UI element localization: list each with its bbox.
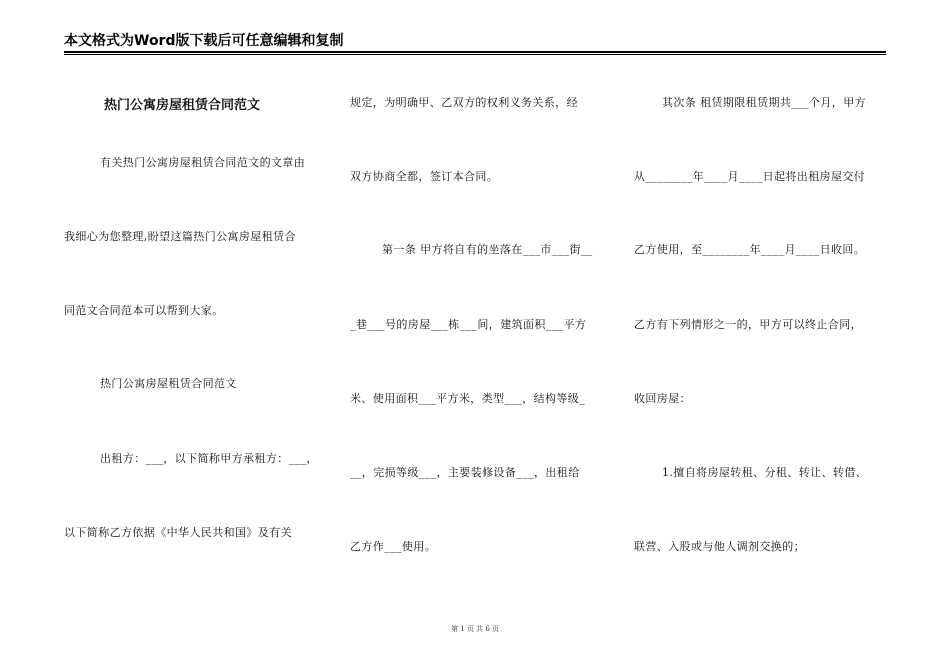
paragraph-line: 出租方：___，以下简称甲方承租方：___， [100, 452, 318, 465]
paragraph-line: 有关热门公寓房屋租赁合同范文的文章由 [100, 156, 306, 169]
paragraph-line: 双方协商全都，签订本合同。 [350, 170, 499, 183]
paragraph-line: 米、使用面积___平方米，类型___，结构等级_ [350, 392, 586, 405]
document-header: 本文格式为Word版下载后可任意编辑和复制 [64, 33, 344, 49]
paragraph-line: 乙方有下列情形之一的，甲方可以终止合同， [634, 318, 862, 331]
header-rule [64, 51, 886, 53]
paragraph-line: 乙方作___使用。 [350, 540, 437, 553]
document-title: 热门公寓房屋租赁合同范文 [104, 98, 261, 113]
page-number: 第 1 页 共 6 页 [450, 625, 500, 633]
paragraph-line: 其次条 租赁期限租赁期共___个月，甲方 [662, 96, 866, 109]
paragraph-line: 规定，为明确甲、乙双方的权利义务关系，经 [350, 96, 578, 109]
paragraph-line: 第一条 甲方将自有的坐落在___市___街__ [382, 243, 593, 256]
paragraph-line: 以下简称乙方依据《中华人民共和国》及有关 [64, 526, 292, 539]
paragraph-line: _巷___号的房屋___栋___间，建筑面积___平方 [350, 318, 587, 331]
paragraph-line: 1.擅自将房屋转租、分租、转让、转借、 [662, 466, 868, 479]
header-rule-thin [64, 54, 886, 55]
subtitle-line: 热门公寓房屋租赁合同范文 [100, 377, 237, 390]
paragraph-line: __，完损等级___，主要装修设备___，出租给 [350, 466, 580, 479]
paragraph-line: 联营、入股或与他人调剂交换的； [634, 540, 805, 553]
paragraph-line: 从________年____月____日起将出租房屋交付 [634, 170, 866, 183]
paragraph-line: 乙方使用，至________年____月____日收回。 [634, 243, 866, 256]
paragraph-line: 收回房屋： [634, 392, 691, 405]
paragraph-line: 我细心为您整理,盼望这篇热门公寓房屋租赁合 [64, 230, 296, 243]
paragraph-line: 同范文合同范本可以帮到大家。 [64, 304, 224, 317]
